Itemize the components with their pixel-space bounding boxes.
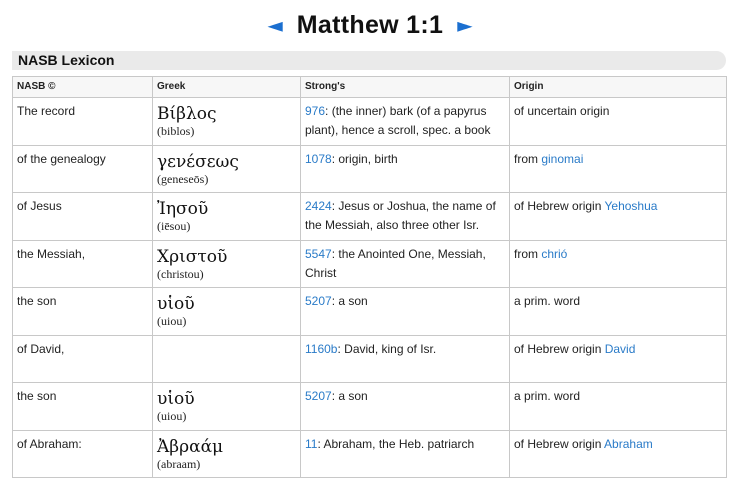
origin-cell bbox=[510, 98, 727, 146]
greek-word: γενέσεως bbox=[157, 151, 239, 172]
greek-cell bbox=[153, 430, 301, 478]
greek-cell bbox=[153, 240, 301, 288]
origin-text: a prim. word bbox=[514, 294, 581, 308]
strongs-number-link[interactable]: 5207 bbox=[305, 294, 332, 308]
strongs-number-link[interactable]: 1078 bbox=[305, 151, 332, 166]
greek-cell bbox=[153, 193, 301, 241]
lexicon-table bbox=[12, 76, 727, 478]
strongs-definition: : a son bbox=[331, 389, 368, 403]
strongs-cell bbox=[301, 335, 510, 383]
origin-word-link[interactable]: Yehoshua bbox=[604, 199, 658, 213]
origin-text: from bbox=[514, 151, 542, 166]
origin-cell bbox=[510, 288, 727, 336]
transliteration: (geneseōs) bbox=[157, 171, 209, 186]
column-header-nasb: NASB © bbox=[13, 77, 153, 98]
origin-cell bbox=[510, 335, 727, 383]
strongs-cell bbox=[301, 430, 510, 478]
table-row bbox=[13, 288, 727, 336]
strongs-number-link[interactable]: 1160b bbox=[305, 341, 338, 356]
strongs-number-link[interactable]: 5207 bbox=[305, 389, 332, 403]
greek-word: υἱοῦ bbox=[157, 389, 195, 409]
origin-text: of Hebrew origin bbox=[514, 199, 605, 213]
strongs-cell bbox=[301, 383, 510, 431]
nasb-phrase: of David, bbox=[13, 335, 153, 383]
origin-word-link[interactable]: David bbox=[604, 341, 636, 356]
greek-cell bbox=[153, 383, 301, 431]
greek-word: Χριστοῦ bbox=[157, 246, 228, 267]
transliteration: (biblos) bbox=[157, 124, 195, 138]
verse-title: Matthew 1:1 bbox=[296, 10, 444, 39]
greek-cell bbox=[153, 145, 301, 193]
strongs-cell bbox=[301, 98, 510, 146]
greek-word: Ἀβραάμ bbox=[157, 436, 224, 457]
strongs-cell bbox=[301, 145, 510, 193]
strongs-number-link[interactable]: 5547 bbox=[305, 246, 332, 261]
origin-cell bbox=[510, 240, 727, 288]
nasb-phrase: The record bbox=[13, 98, 153, 146]
table-header-row bbox=[13, 77, 727, 98]
strongs-definition: : origin, birth bbox=[331, 151, 398, 166]
transliteration: (christou) bbox=[157, 266, 204, 281]
greek-word: Βίβλος bbox=[157, 104, 217, 124]
nasb-phrase: of Jesus bbox=[13, 193, 153, 241]
strongs-definition: : David, king of Isr. bbox=[337, 341, 437, 356]
table-row bbox=[13, 98, 727, 146]
greek-word: Ἰησοῦ bbox=[157, 199, 209, 219]
origin-cell bbox=[510, 145, 727, 193]
greek-cell bbox=[153, 288, 301, 336]
transliteration: (uiou) bbox=[157, 409, 187, 423]
table-row bbox=[13, 430, 727, 478]
strongs-cell bbox=[301, 288, 510, 336]
greek-cell bbox=[153, 98, 301, 146]
nasb-phrase: of Abraham: bbox=[13, 430, 153, 478]
strongs-number-link[interactable]: 2424 bbox=[305, 199, 332, 213]
strongs-cell bbox=[301, 193, 510, 241]
column-header-greek: Greek bbox=[153, 77, 301, 98]
table-row bbox=[13, 383, 727, 431]
strongs-cell bbox=[301, 240, 510, 288]
strongs-definition: : a son bbox=[331, 294, 368, 308]
origin-text: of Hebrew origin bbox=[514, 341, 605, 356]
nasb-phrase: the Messiah, bbox=[13, 240, 153, 288]
origin-word-link[interactable]: Abraham bbox=[604, 436, 653, 451]
nasb-phrase: the son bbox=[13, 288, 153, 336]
greek-cell bbox=[153, 335, 301, 383]
transliteration: (uiou) bbox=[157, 314, 187, 328]
next-verse-arrow-icon[interactable]: ► bbox=[457, 13, 473, 37]
transliteration: (iēsou) bbox=[157, 219, 191, 233]
lexicon-rows bbox=[13, 98, 727, 478]
origin-text: of Hebrew origin bbox=[514, 436, 605, 451]
strongs-number-link[interactable]: 11 bbox=[305, 436, 318, 451]
strongs-definition: : the Anointed One, Messiah, Christ bbox=[305, 246, 486, 280]
strongs-definition: : Jesus or Joshua, the name of the Messiah, also three other Isr. bbox=[305, 199, 496, 232]
section-heading: NASB Lexicon bbox=[12, 51, 726, 70]
table-row bbox=[13, 145, 727, 193]
column-header-strongs: Strong's bbox=[301, 77, 510, 98]
origin-cell bbox=[510, 193, 727, 241]
table-row bbox=[13, 240, 727, 288]
greek-word: υἱοῦ bbox=[157, 294, 195, 314]
origin-text: from bbox=[514, 246, 542, 261]
table-row bbox=[13, 335, 727, 383]
verse-header bbox=[0, 6, 740, 44]
strongs-definition: : (the inner) bark (of a papyrus plant), hence a scroll, spec. a book bbox=[305, 104, 491, 137]
transliteration: (abraam) bbox=[157, 456, 201, 471]
table-row bbox=[13, 193, 727, 241]
previous-verse-arrow-icon[interactable]: ◄ bbox=[267, 13, 283, 37]
origin-cell bbox=[510, 383, 727, 431]
origin-text: of uncertain origin bbox=[514, 104, 610, 118]
origin-text: a prim. word bbox=[514, 389, 581, 403]
column-header-origin: Origin bbox=[510, 77, 727, 98]
nasb-phrase: of the genealogy bbox=[13, 145, 153, 193]
origin-word-link[interactable]: ginomai bbox=[541, 151, 584, 166]
nasb-phrase: the son bbox=[13, 383, 153, 431]
strongs-definition: : Abraham, the Heb. patriarch bbox=[317, 436, 475, 451]
origin-word-link[interactable]: chrió bbox=[541, 246, 568, 261]
origin-cell bbox=[510, 430, 727, 478]
strongs-number-link[interactable]: 976 bbox=[305, 104, 326, 118]
